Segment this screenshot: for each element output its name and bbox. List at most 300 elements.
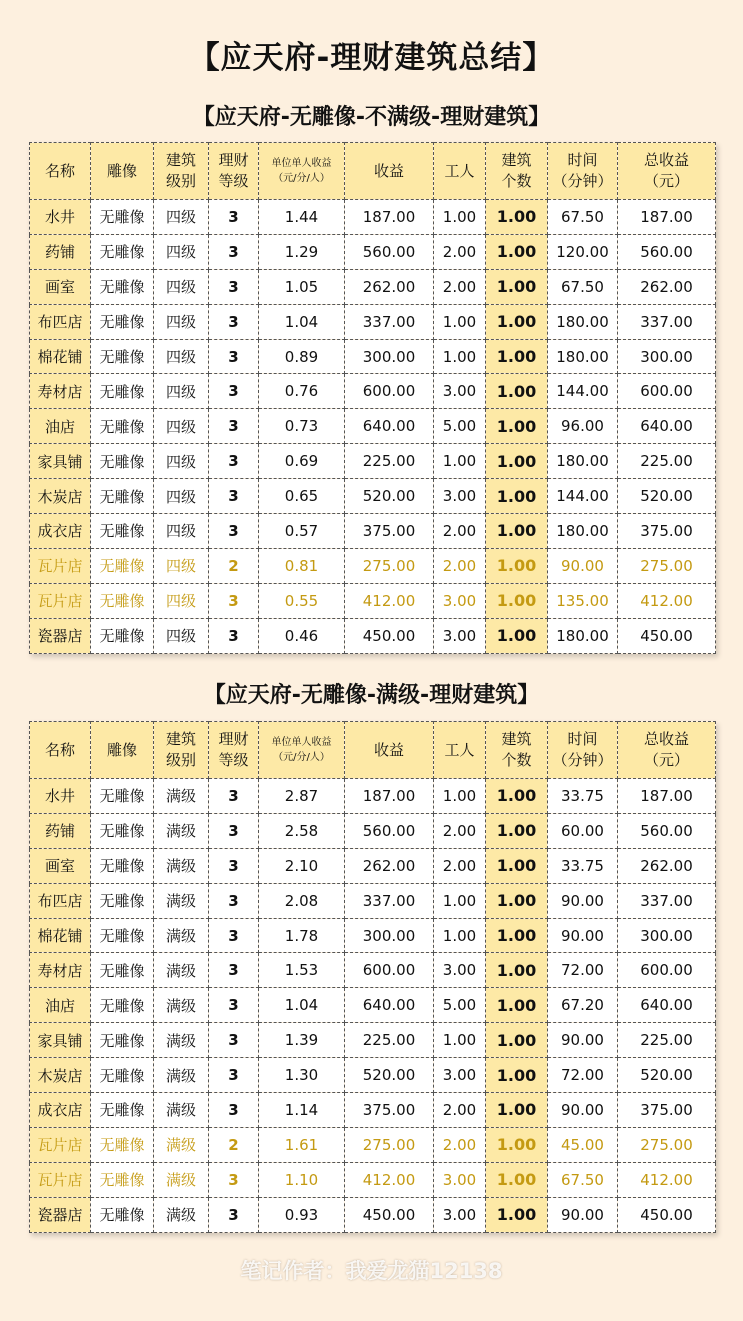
count-cell: 1.00 bbox=[486, 374, 548, 409]
table-max-level bbox=[29, 721, 716, 1233]
level-cell: 3 bbox=[209, 1058, 259, 1093]
name-cell: 水井 bbox=[30, 200, 91, 235]
column-header-line: 单位单人收益 bbox=[271, 158, 332, 169]
table-row bbox=[30, 339, 716, 374]
level-cell: 3 bbox=[209, 200, 259, 235]
column-header-line: 等级 bbox=[218, 751, 249, 769]
total-cell: 520.00 bbox=[618, 479, 716, 514]
table-row bbox=[30, 409, 716, 444]
time-cell: 67.20 bbox=[548, 988, 618, 1023]
total-cell: 640.00 bbox=[618, 409, 716, 444]
unit-income-cell: 1.14 bbox=[259, 1093, 345, 1128]
statue-cell: 无雕像 bbox=[91, 374, 154, 409]
time-cell: 120.00 bbox=[548, 234, 618, 269]
income-cell: 187.00 bbox=[345, 779, 434, 814]
table-row bbox=[30, 548, 716, 583]
total-cell: 375.00 bbox=[618, 514, 716, 549]
name-cell: 木炭店 bbox=[30, 479, 91, 514]
table-row bbox=[30, 269, 716, 304]
time-cell: 90.00 bbox=[548, 548, 618, 583]
count-cell: 1.00 bbox=[486, 883, 548, 918]
time-cell: 67.50 bbox=[548, 1162, 618, 1197]
count-cell: 1.00 bbox=[486, 779, 548, 814]
grade-cell: 四级 bbox=[154, 409, 209, 444]
level-cell: 3 bbox=[209, 339, 259, 374]
column-header-line: 个数 bbox=[501, 751, 532, 769]
statue-cell: 无雕像 bbox=[91, 953, 154, 988]
table-row bbox=[30, 583, 716, 618]
column-header-line: （元/分/人） bbox=[273, 173, 330, 184]
grade-cell: 四级 bbox=[154, 339, 209, 374]
unit-income-cell: 2.08 bbox=[259, 883, 345, 918]
unit-income-cell: 0.76 bbox=[259, 374, 345, 409]
time-cell: 96.00 bbox=[548, 409, 618, 444]
grade-cell: 满级 bbox=[154, 813, 209, 848]
column-header-line: 收益 bbox=[373, 161, 404, 180]
name-cell: 画室 bbox=[30, 848, 91, 883]
table-row bbox=[30, 304, 716, 339]
grade-cell: 四级 bbox=[154, 583, 209, 618]
time-cell: 180.00 bbox=[548, 339, 618, 374]
unit-income-cell: 1.29 bbox=[259, 234, 345, 269]
name-cell: 棉花铺 bbox=[30, 339, 91, 374]
level-cell: 3 bbox=[209, 409, 259, 444]
level-cell: 2 bbox=[209, 1127, 259, 1162]
count-cell: 1.00 bbox=[486, 514, 548, 549]
grade-cell: 满级 bbox=[154, 1127, 209, 1162]
column-header-line: （元/分/人） bbox=[273, 752, 330, 763]
statue-cell: 无雕像 bbox=[91, 1162, 154, 1197]
count-cell: 1.00 bbox=[486, 1093, 548, 1128]
table-row bbox=[30, 514, 716, 549]
workers-cell: 2.00 bbox=[434, 848, 486, 883]
income-cell: 225.00 bbox=[345, 1023, 434, 1058]
column-header-line: 时间 bbox=[567, 151, 598, 169]
level-cell: 3 bbox=[209, 779, 259, 814]
statue-cell: 无雕像 bbox=[91, 1127, 154, 1162]
workers-cell: 2.00 bbox=[434, 1093, 486, 1128]
column-header bbox=[486, 143, 548, 200]
level-cell: 3 bbox=[209, 1023, 259, 1058]
grade-cell: 四级 bbox=[154, 444, 209, 479]
grade-cell: 满级 bbox=[154, 848, 209, 883]
workers-cell: 3.00 bbox=[434, 618, 486, 653]
name-cell: 成衣店 bbox=[30, 514, 91, 549]
level-cell: 3 bbox=[209, 374, 259, 409]
unit-income-cell: 0.46 bbox=[259, 618, 345, 653]
column-header-line: 雕像 bbox=[106, 740, 137, 759]
unit-income-cell: 2.58 bbox=[259, 813, 345, 848]
unit-income-cell: 1.44 bbox=[259, 200, 345, 235]
column-header bbox=[486, 722, 548, 779]
header-row bbox=[30, 722, 716, 779]
count-cell: 1.00 bbox=[486, 618, 548, 653]
column-header-line: 名称 bbox=[44, 161, 75, 180]
column-header bbox=[259, 722, 345, 779]
statue-cell: 无雕像 bbox=[91, 409, 154, 444]
column-header-line: 理财 bbox=[218, 730, 249, 748]
level-cell: 3 bbox=[209, 953, 259, 988]
grade-cell: 四级 bbox=[154, 269, 209, 304]
total-cell: 187.00 bbox=[618, 779, 716, 814]
count-cell: 1.00 bbox=[486, 269, 548, 304]
count-cell: 1.00 bbox=[486, 339, 548, 374]
workers-cell: 1.00 bbox=[434, 779, 486, 814]
income-cell: 640.00 bbox=[345, 988, 434, 1023]
income-cell: 450.00 bbox=[345, 618, 434, 653]
column-header bbox=[345, 722, 434, 779]
unit-income-cell: 2.10 bbox=[259, 848, 345, 883]
unit-income-cell: 2.87 bbox=[259, 779, 345, 814]
name-cell: 家具铺 bbox=[30, 444, 91, 479]
table-row bbox=[30, 618, 716, 653]
grade-cell: 四级 bbox=[154, 548, 209, 583]
table-row bbox=[30, 1127, 716, 1162]
name-cell: 寿材店 bbox=[30, 953, 91, 988]
table-row bbox=[30, 883, 716, 918]
count-cell: 1.00 bbox=[486, 409, 548, 444]
statue-cell: 无雕像 bbox=[91, 1058, 154, 1093]
column-header bbox=[618, 722, 716, 779]
time-cell: 180.00 bbox=[548, 444, 618, 479]
column-header-line: 建筑 bbox=[501, 151, 532, 169]
level-cell: 3 bbox=[209, 304, 259, 339]
level-cell: 3 bbox=[209, 583, 259, 618]
name-cell: 木炭店 bbox=[30, 1058, 91, 1093]
column-header-line: 时间 bbox=[567, 730, 598, 748]
income-cell: 520.00 bbox=[345, 479, 434, 514]
statue-cell: 无雕像 bbox=[91, 444, 154, 479]
grade-cell: 满级 bbox=[154, 1197, 209, 1232]
workers-cell: 2.00 bbox=[434, 234, 486, 269]
column-header-line: 级别 bbox=[165, 172, 196, 190]
time-cell: 45.00 bbox=[548, 1127, 618, 1162]
table-row bbox=[30, 1197, 716, 1232]
column-header bbox=[434, 722, 486, 779]
column-header bbox=[209, 722, 259, 779]
total-cell: 450.00 bbox=[618, 618, 716, 653]
workers-cell: 2.00 bbox=[434, 514, 486, 549]
income-cell: 262.00 bbox=[345, 269, 434, 304]
name-cell: 瓦片店 bbox=[30, 548, 91, 583]
statue-cell: 无雕像 bbox=[91, 269, 154, 304]
column-header bbox=[30, 143, 91, 200]
count-cell: 1.00 bbox=[486, 548, 548, 583]
statue-cell: 无雕像 bbox=[91, 339, 154, 374]
grade-cell: 满级 bbox=[154, 1093, 209, 1128]
unit-income-cell: 1.30 bbox=[259, 1058, 345, 1093]
level-cell: 3 bbox=[209, 813, 259, 848]
level-cell: 2 bbox=[209, 548, 259, 583]
name-cell: 药铺 bbox=[30, 813, 91, 848]
income-cell: 375.00 bbox=[345, 514, 434, 549]
section-title-max: 【应天府-无雕像-满级-理财建筑】 bbox=[203, 683, 540, 708]
time-cell: 144.00 bbox=[548, 479, 618, 514]
column-header bbox=[30, 722, 91, 779]
table-row bbox=[30, 848, 716, 883]
column-header-line: 名称 bbox=[44, 740, 75, 759]
grade-cell: 满级 bbox=[154, 1162, 209, 1197]
column-header bbox=[259, 143, 345, 200]
column-header bbox=[548, 722, 618, 779]
grade-cell: 四级 bbox=[154, 200, 209, 235]
unit-income-cell: 0.65 bbox=[259, 479, 345, 514]
column-header-line: 级别 bbox=[165, 751, 196, 769]
time-cell: 90.00 bbox=[548, 1093, 618, 1128]
unit-income-cell: 1.39 bbox=[259, 1023, 345, 1058]
column-header-line: （分钟） bbox=[552, 172, 613, 190]
statue-cell: 无雕像 bbox=[91, 200, 154, 235]
workers-cell: 1.00 bbox=[434, 1023, 486, 1058]
column-header-line: 建筑 bbox=[501, 730, 532, 748]
statue-cell: 无雕像 bbox=[91, 548, 154, 583]
name-cell: 水井 bbox=[30, 779, 91, 814]
workers-cell: 3.00 bbox=[434, 479, 486, 514]
workers-cell: 3.00 bbox=[434, 953, 486, 988]
time-cell: 72.00 bbox=[548, 953, 618, 988]
level-cell: 3 bbox=[209, 618, 259, 653]
statue-cell: 无雕像 bbox=[91, 848, 154, 883]
name-cell: 瓦片店 bbox=[30, 583, 91, 618]
time-cell: 180.00 bbox=[548, 618, 618, 653]
name-cell: 画室 bbox=[30, 269, 91, 304]
income-cell: 262.00 bbox=[345, 848, 434, 883]
column-header-line: 建筑 bbox=[165, 730, 196, 748]
unit-income-cell: 0.89 bbox=[259, 339, 345, 374]
unit-income-cell: 1.04 bbox=[259, 304, 345, 339]
name-cell: 油店 bbox=[30, 988, 91, 1023]
statue-cell: 无雕像 bbox=[91, 1023, 154, 1058]
income-cell: 375.00 bbox=[345, 1093, 434, 1128]
grade-cell: 四级 bbox=[154, 514, 209, 549]
unit-income-cell: 0.93 bbox=[259, 1197, 345, 1232]
total-cell: 600.00 bbox=[618, 374, 716, 409]
count-cell: 1.00 bbox=[486, 918, 548, 953]
total-cell: 412.00 bbox=[618, 1162, 716, 1197]
header-row bbox=[30, 143, 716, 200]
table-row bbox=[30, 444, 716, 479]
time-cell: 33.75 bbox=[548, 848, 618, 883]
total-cell: 275.00 bbox=[618, 548, 716, 583]
time-cell: 144.00 bbox=[548, 374, 618, 409]
unit-income-cell: 1.61 bbox=[259, 1127, 345, 1162]
table-row bbox=[30, 234, 716, 269]
table-row bbox=[30, 1023, 716, 1058]
total-cell: 187.00 bbox=[618, 200, 716, 235]
table-row bbox=[30, 1058, 716, 1093]
statue-cell: 无雕像 bbox=[91, 479, 154, 514]
unit-income-cell: 1.05 bbox=[259, 269, 345, 304]
name-cell: 家具铺 bbox=[30, 1023, 91, 1058]
column-header-line: 工人 bbox=[444, 161, 475, 180]
workers-cell: 3.00 bbox=[434, 583, 486, 618]
workers-cell: 1.00 bbox=[434, 444, 486, 479]
column-header bbox=[345, 143, 434, 200]
count-cell: 1.00 bbox=[486, 813, 548, 848]
workers-cell: 1.00 bbox=[434, 304, 486, 339]
workers-cell: 1.00 bbox=[434, 339, 486, 374]
name-cell: 瓦片店 bbox=[30, 1162, 91, 1197]
column-header-line: 总收益 bbox=[643, 730, 689, 748]
workers-cell: 3.00 bbox=[434, 1197, 486, 1232]
time-cell: 60.00 bbox=[548, 813, 618, 848]
total-cell: 262.00 bbox=[618, 269, 716, 304]
time-cell: 90.00 bbox=[548, 918, 618, 953]
count-cell: 1.00 bbox=[486, 848, 548, 883]
statue-cell: 无雕像 bbox=[91, 988, 154, 1023]
name-cell: 棉花铺 bbox=[30, 918, 91, 953]
footer-author: 笔记作者：我爱龙猫12138 bbox=[240, 1259, 503, 1283]
total-cell: 225.00 bbox=[618, 444, 716, 479]
level-cell: 3 bbox=[209, 918, 259, 953]
workers-cell: 3.00 bbox=[434, 374, 486, 409]
unit-income-cell: 1.53 bbox=[259, 953, 345, 988]
income-cell: 337.00 bbox=[345, 304, 434, 339]
time-cell: 90.00 bbox=[548, 1023, 618, 1058]
grade-cell: 四级 bbox=[154, 479, 209, 514]
income-cell: 412.00 bbox=[345, 1162, 434, 1197]
unit-income-cell: 0.55 bbox=[259, 583, 345, 618]
income-cell: 600.00 bbox=[345, 374, 434, 409]
count-cell: 1.00 bbox=[486, 479, 548, 514]
income-cell: 275.00 bbox=[345, 1127, 434, 1162]
level-cell: 3 bbox=[209, 1162, 259, 1197]
column-header bbox=[434, 143, 486, 200]
statue-cell: 无雕像 bbox=[91, 779, 154, 814]
name-cell: 药铺 bbox=[30, 234, 91, 269]
workers-cell: 3.00 bbox=[434, 1162, 486, 1197]
statue-cell: 无雕像 bbox=[91, 514, 154, 549]
table-row bbox=[30, 918, 716, 953]
statue-cell: 无雕像 bbox=[91, 583, 154, 618]
name-cell: 布匹店 bbox=[30, 883, 91, 918]
name-cell: 瓦片店 bbox=[30, 1127, 91, 1162]
time-cell: 90.00 bbox=[548, 1197, 618, 1232]
column-header bbox=[154, 722, 209, 779]
total-cell: 560.00 bbox=[618, 813, 716, 848]
unit-income-cell: 0.81 bbox=[259, 548, 345, 583]
total-cell: 520.00 bbox=[618, 1058, 716, 1093]
income-cell: 412.00 bbox=[345, 583, 434, 618]
time-cell: 67.50 bbox=[548, 200, 618, 235]
column-header bbox=[618, 143, 716, 200]
table-row bbox=[30, 1093, 716, 1128]
column-header-line: 单位单人收益 bbox=[271, 737, 332, 748]
workers-cell: 2.00 bbox=[434, 548, 486, 583]
total-cell: 600.00 bbox=[618, 953, 716, 988]
grade-cell: 四级 bbox=[154, 374, 209, 409]
total-cell: 337.00 bbox=[618, 883, 716, 918]
unit-income-cell: 1.10 bbox=[259, 1162, 345, 1197]
time-cell: 33.75 bbox=[548, 779, 618, 814]
time-cell: 180.00 bbox=[548, 304, 618, 339]
column-header bbox=[154, 143, 209, 200]
level-cell: 3 bbox=[209, 988, 259, 1023]
column-header-line: 个数 bbox=[501, 172, 532, 190]
grade-cell: 满级 bbox=[154, 883, 209, 918]
total-cell: 300.00 bbox=[618, 339, 716, 374]
column-header-line: 收益 bbox=[373, 740, 404, 759]
time-cell: 67.50 bbox=[548, 269, 618, 304]
section-title-not-max: 【应天府-无雕像-不满级-理财建筑】 bbox=[192, 105, 551, 130]
count-cell: 1.00 bbox=[486, 444, 548, 479]
count-cell: 1.00 bbox=[486, 1023, 548, 1058]
count-cell: 1.00 bbox=[486, 1162, 548, 1197]
total-cell: 375.00 bbox=[618, 1093, 716, 1128]
statue-cell: 无雕像 bbox=[91, 234, 154, 269]
total-cell: 262.00 bbox=[618, 848, 716, 883]
grade-cell: 四级 bbox=[154, 234, 209, 269]
column-header-line: 理财 bbox=[218, 151, 249, 169]
workers-cell: 2.00 bbox=[434, 813, 486, 848]
table-not-max-level bbox=[29, 142, 716, 654]
table-row bbox=[30, 988, 716, 1023]
count-cell: 1.00 bbox=[486, 1197, 548, 1232]
time-cell: 135.00 bbox=[548, 583, 618, 618]
time-cell: 180.00 bbox=[548, 514, 618, 549]
grade-cell: 四级 bbox=[154, 618, 209, 653]
column-header bbox=[548, 143, 618, 200]
level-cell: 3 bbox=[209, 883, 259, 918]
column-header-line: 总收益 bbox=[643, 151, 689, 169]
workers-cell: 1.00 bbox=[434, 200, 486, 235]
income-cell: 337.00 bbox=[345, 883, 434, 918]
unit-income-cell: 1.78 bbox=[259, 918, 345, 953]
column-header-line: 建筑 bbox=[165, 151, 196, 169]
time-cell: 72.00 bbox=[548, 1058, 618, 1093]
level-cell: 3 bbox=[209, 479, 259, 514]
unit-income-cell: 0.73 bbox=[259, 409, 345, 444]
column-header-line: 等级 bbox=[218, 172, 249, 190]
column-header-line: （元） bbox=[643, 172, 689, 190]
grade-cell: 满级 bbox=[154, 1058, 209, 1093]
column-header bbox=[209, 143, 259, 200]
statue-cell: 无雕像 bbox=[91, 813, 154, 848]
workers-cell: 2.00 bbox=[434, 1127, 486, 1162]
column-header-line: 工人 bbox=[444, 740, 475, 759]
table-row bbox=[30, 779, 716, 814]
grade-cell: 满级 bbox=[154, 918, 209, 953]
count-cell: 1.00 bbox=[486, 988, 548, 1023]
table-row bbox=[30, 813, 716, 848]
income-cell: 640.00 bbox=[345, 409, 434, 444]
level-cell: 3 bbox=[209, 234, 259, 269]
grade-cell: 满级 bbox=[154, 988, 209, 1023]
column-header bbox=[91, 722, 154, 779]
count-cell: 1.00 bbox=[486, 1127, 548, 1162]
grade-cell: 四级 bbox=[154, 304, 209, 339]
income-cell: 225.00 bbox=[345, 444, 434, 479]
name-cell: 寿材店 bbox=[30, 374, 91, 409]
total-cell: 640.00 bbox=[618, 988, 716, 1023]
total-cell: 300.00 bbox=[618, 918, 716, 953]
page-title: 【应天府-理财建筑总结】 bbox=[188, 40, 555, 76]
income-cell: 560.00 bbox=[345, 234, 434, 269]
total-cell: 560.00 bbox=[618, 234, 716, 269]
statue-cell: 无雕像 bbox=[91, 618, 154, 653]
table-row bbox=[30, 374, 716, 409]
level-cell: 3 bbox=[209, 848, 259, 883]
workers-cell: 5.00 bbox=[434, 988, 486, 1023]
workers-cell: 2.00 bbox=[434, 269, 486, 304]
income-cell: 300.00 bbox=[345, 918, 434, 953]
count-cell: 1.00 bbox=[486, 583, 548, 618]
unit-income-cell: 1.04 bbox=[259, 988, 345, 1023]
workers-cell: 5.00 bbox=[434, 409, 486, 444]
workers-cell: 3.00 bbox=[434, 1058, 486, 1093]
total-cell: 225.00 bbox=[618, 1023, 716, 1058]
statue-cell: 无雕像 bbox=[91, 304, 154, 339]
